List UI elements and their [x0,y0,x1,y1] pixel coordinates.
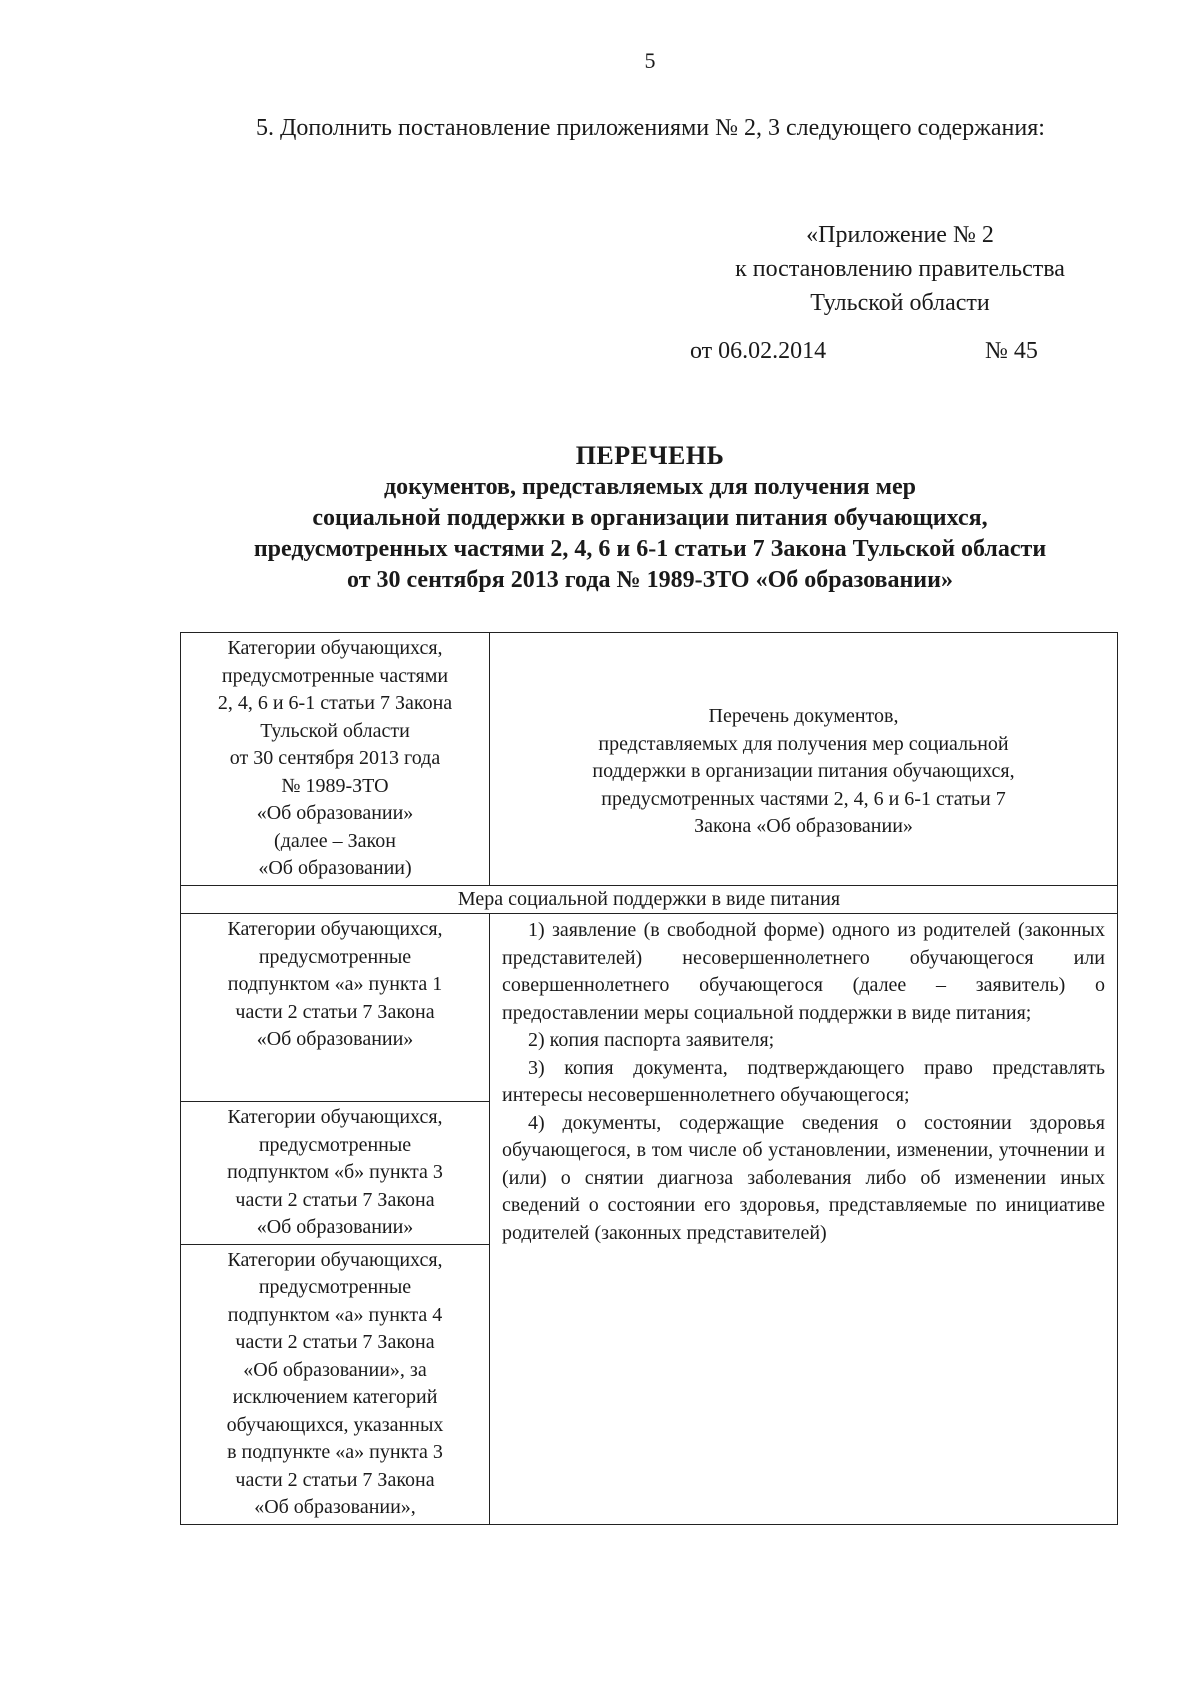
section-title-cell: Мера социальной поддержки в виде питания [181,885,1118,914]
category-line: исключением категорий [232,1386,438,1408]
subtitle-line-3: предусмотренных частями 2, 4, 6 и 6-1 статьи 7 Закона Тульской области [253,536,1047,562]
table-header-row [181,633,1118,886]
header-left-line: (далее – Закон [274,829,396,852]
category-line: предусмотренные [258,1133,412,1156]
appendix-heading [690,218,1110,320]
document-title: ПЕРЕЧЕНЬ [575,441,725,470]
header-categories-cell [181,633,490,886]
category-line: подпунктом «а» пункта 4 [227,1303,443,1326]
document-item-4: 4) документы, содержащие сведения о состоянии здоровья обучающегося, в том числе об установлении, изменении, уточнении и (или) о снятии диагноза заболевания либо об изменении иных сведений о состоянии его здоровья, представляемые по инициативе родителей (законных представителей) [502,1111,1105,1244]
appendix-line-3: Тульской области [810,290,990,316]
category-line: Категории обучающихся, [227,1106,443,1128]
document-item-2: 2) копия паспорта заявителя; [528,1029,775,1051]
intro-paragraph [180,112,1115,145]
intro-text: 5. Дополнить постановление приложениями № 2, 3 следующего содержания: [256,115,1045,141]
documents-table [180,632,1118,1525]
header-right-line: представляемых для получения мер социальной [598,732,1009,755]
subtitle-line-4: от 30 сентября 2013 года № 1989-ЗТО «Об образовании» [347,567,953,593]
category-line: «Об образовании», [254,1496,416,1518]
section-row [181,885,1118,914]
category-cell-1 [181,914,490,1102]
category-line: Категории обучающихся, [227,918,443,940]
header-left-line: Тульской области [260,719,410,742]
page-number: 5 [644,48,656,73]
category-line: части 2 статьи 7 Закона [235,1331,435,1353]
appendix-line-1: «Приложение № 2 [806,222,994,248]
category-line: части 2 статьи 7 Закона [235,1000,435,1023]
category-line: части 2 статьи 7 Закона [235,1468,435,1491]
header-left-line: № 1989-ЗТО [281,774,389,797]
category-cell-3 [181,1244,490,1524]
appendix-date: от 06.02.2014 [690,338,827,364]
category-line: части 2 статьи 7 Закона [235,1188,435,1211]
category-line: Категории обучающихся, [227,1248,443,1271]
category-line: «Об образовании» [256,1216,414,1238]
category-line: предусмотренные [258,945,412,968]
appendix-line-2: к постановлению правительства [735,256,1065,282]
header-right-line: Перечень документов, [708,705,899,727]
header-documents-cell [490,633,1118,886]
documents-list-cell [490,914,1118,1525]
category-line: в подпункте «а» пункта 3 [227,1441,443,1463]
category-line: предусмотренные [258,1276,412,1298]
header-left-line: предусмотренные частями [221,664,449,687]
header-left-line: от 30 сентября 2013 года [229,747,441,769]
category-line: подпунктом «а» пункта 1 [227,973,443,995]
header-left-line: Категории обучающихся, [227,637,443,659]
category-cell-2 [181,1102,490,1245]
category-line: подпунктом «б» пункта 3 [227,1161,443,1183]
header-left-line: «Об образовании) [258,857,412,879]
subtitle-line-2: социальной поддержки в организации питания обучающихся, [312,505,988,531]
document-item-3: 3) копия документа, подтверждающего право представлять интересы несовершеннолетнего обучающегося; [502,1056,1105,1106]
category-line: обучающихся, указанных [226,1413,444,1436]
category-line: «Об образовании», за [243,1358,427,1381]
header-right-line: Закона «Об образовании» [694,815,913,837]
document-item-1: 1) заявление (в свободной форме) одного из родителей (законных представителей) несовершеннолетнего обучающегося или совершеннолетнего обучающегося (далее – заявитель) о предоставлении меры социальной поддержки в виде питания; [502,919,1105,1024]
header-right-line: предусмотренных частями 2, 4, 6 и 6-1 статьи 7 [601,787,1006,810]
document-title-block [150,440,1150,596]
header-left-line: 2, 4, 6 и 6-1 статьи 7 Закона [217,692,453,714]
table-row [181,914,1118,1102]
category-line: «Об образовании» [256,1028,414,1050]
appendix-number: № 45 [985,338,1038,364]
subtitle-line-1: документов, представляемых для получения мер [384,474,916,500]
header-right-line: поддержки в организации питания обучающихся, [592,760,1015,782]
header-left-line: «Об образовании» [256,802,414,824]
